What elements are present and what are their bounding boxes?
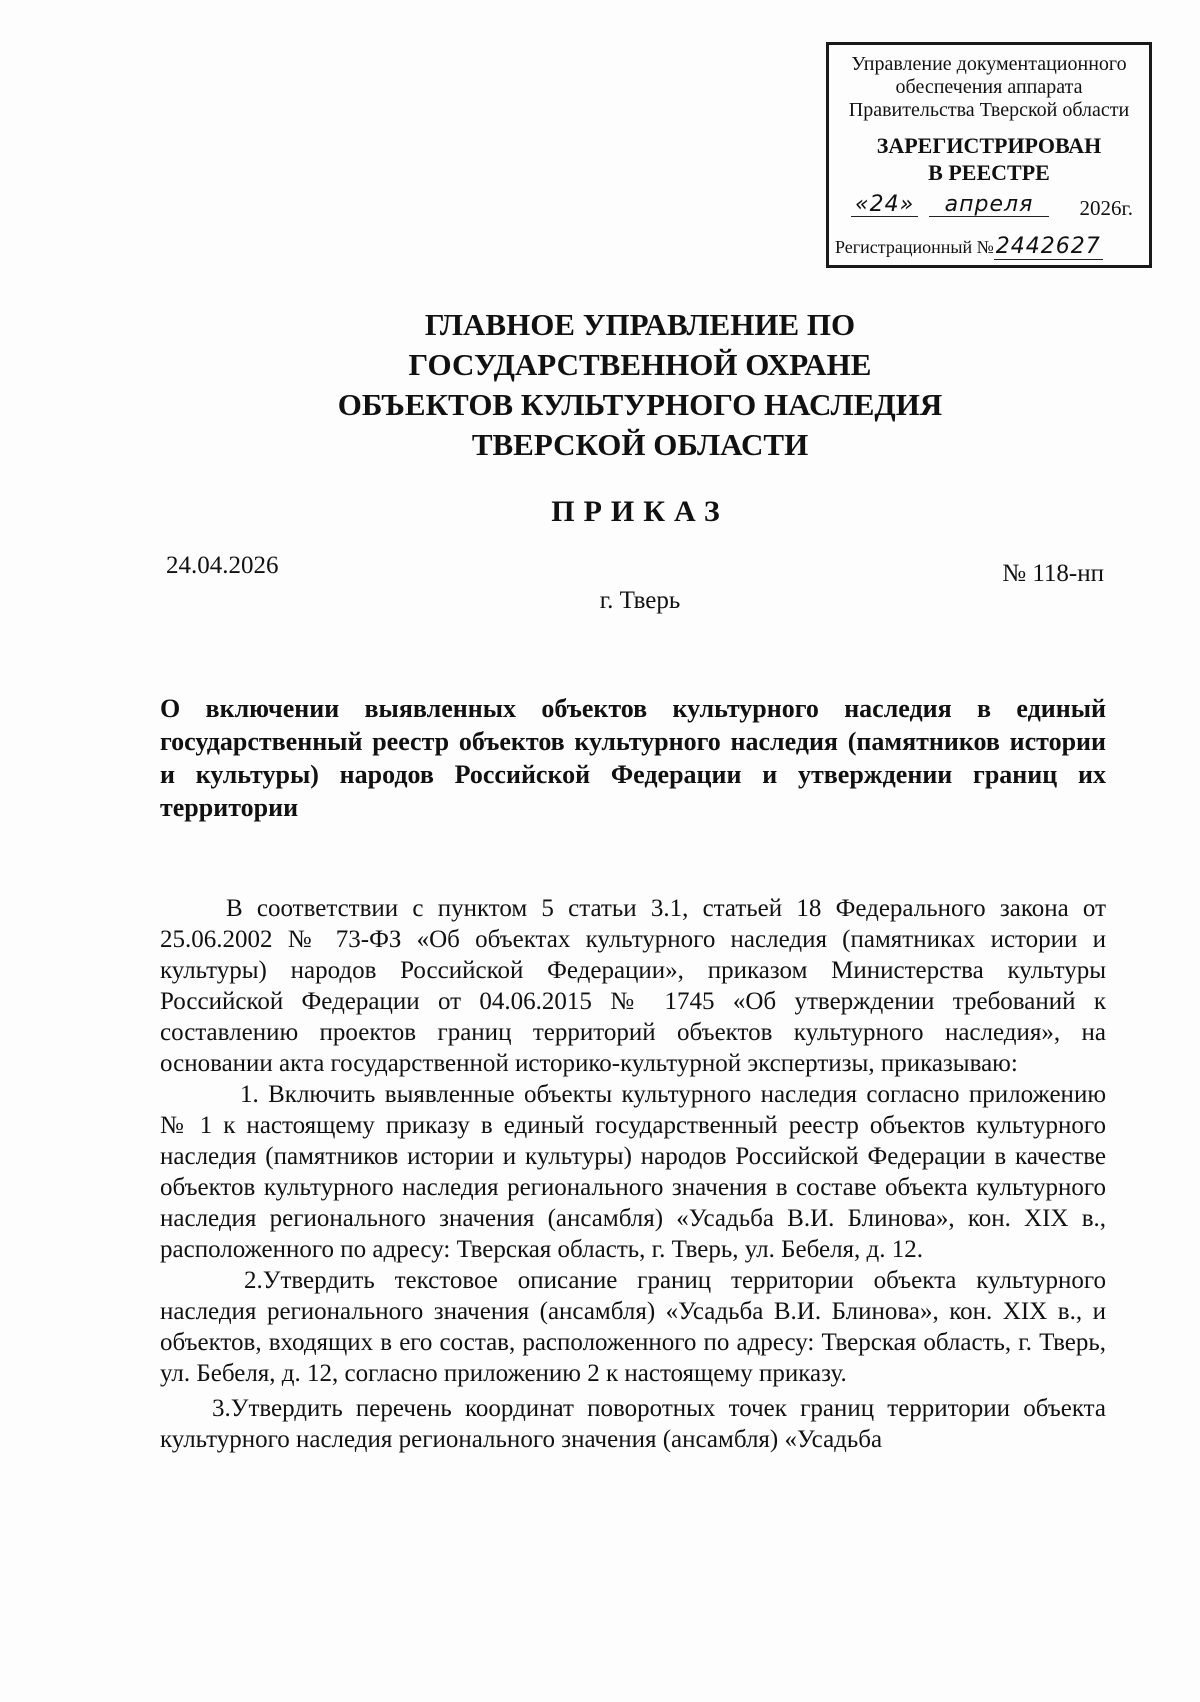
order-item-2: 2.Утвердить текстовое описание границ территории объекта культурного наследия регионального значения (ансамбля) «Усадьба В.И. Блинова», кон. XIX в., и объектов, входящих в его состав, расположенного по адресу: Тверская область, г. Тверь, ул. Бебеля, д. 12, согласно приложению 2 к настоящему приказу. <box>160 1267 1106 1387</box>
order-item-3: 3.Утвердить перечень координат поворотных точек границ территории объекта культурного наследия регионального значения (ансамбля) «Усадьба <box>160 1395 1106 1453</box>
stamp-number-line <box>835 235 1143 259</box>
stamp-year: 2026г. <box>1079 196 1133 220</box>
org-line: ТВЕРСКОЙ ОБЛАСТИ <box>471 427 809 462</box>
org-line: ГОСУДАРСТВЕННОЙ ОХРАНЕ <box>408 347 872 382</box>
stamp-dept-line: Правительства Тверской области <box>848 99 1130 121</box>
stamp-month: апреля <box>929 193 1049 217</box>
stamp-registered-line: В РЕЕСТРЕ <box>928 160 1050 185</box>
preamble-paragraph: В соответствии с пунктом 5 статьи 3.1, статьей 18 Федерального закона от 25.06.2002 № 73-ФЗ «Об объектах культурного наследия (памятниках истории и культуры) народов Российской Федерации», приказом Министерства культуры Российской Федерации от 04.06.2015 № 1745 «Об утверждении требований к составлению проектов границ территорий объектов культурного наследия», на основании акта государственной историко-культурной экспертизы, приказываю: <box>160 895 1106 1077</box>
order-item-1: 1. Включить выявленные объекты культурного наследия согласно приложению № 1 к настоящему приказу в единый государственный реестр объектов культурного наследия (памятников истории и культуры) народов Российской Федерации в качестве объектов культурного наследия регионального значения в составе объекта культурного наследия регионального значения (ансамбля) «Усадьба В.И. Блинова», кон. XIX в., расположенного по адресу: Тверская область, г. Тверь, ул. Бебеля, д. 12. <box>160 1081 1106 1263</box>
document-subject: О включении выявленных объектов культурного наследия в единый государственный реестр объектов культурного наследия (памятников истории и культуры) народов Российской Федерации и утверждении границ их территории <box>160 694 1106 822</box>
stamp-date-line <box>839 192 1141 227</box>
document-type: ПРИКАЗ <box>551 495 729 528</box>
stamp-registered-title <box>829 132 1149 186</box>
document-date: 24.04.2026 <box>166 552 279 579</box>
stamp-dept-line: обеспечения аппарата <box>895 76 1083 98</box>
stamp-reg-label: Регистрационный № <box>835 237 994 257</box>
stamp-dept-line: Управление документационного <box>851 53 1127 75</box>
document-body <box>160 893 1106 1455</box>
document-number: № 118-нп <box>1002 560 1104 587</box>
document-city: г. Тверь <box>599 587 681 614</box>
organization-name <box>230 305 1050 465</box>
org-line: ГЛАВНОЕ УПРАВЛЕНИЕ ПО <box>424 307 856 342</box>
stamp-day: «24» <box>851 193 918 217</box>
stamp-registered-line: ЗАРЕГИСТРИРОВАН <box>876 133 1102 158</box>
registration-stamp <box>826 42 1152 268</box>
stamp-reg-number: 2442627 <box>995 234 1101 259</box>
stamp-department <box>829 53 1149 122</box>
org-line: ОБЪЕКТОВ КУЛЬТУРНОГО НАСЛЕДИЯ <box>337 387 943 422</box>
